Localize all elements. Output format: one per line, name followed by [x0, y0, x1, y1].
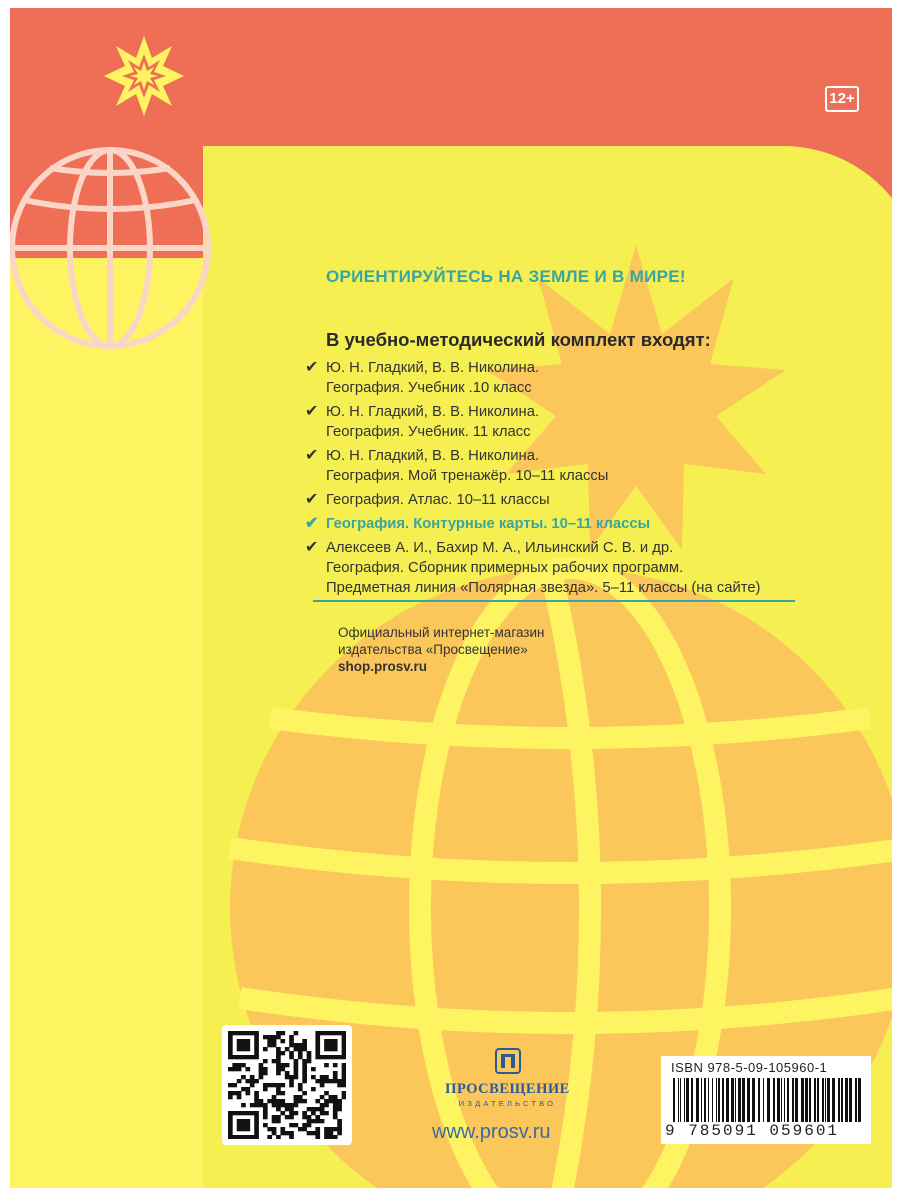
- publisher-name: ПРОСВЕЩЕНИЕ: [445, 1081, 570, 1097]
- publisher-website[interactable]: www.prosv.ru: [432, 1121, 551, 1143]
- qr-code-icon: [228, 1031, 346, 1139]
- divider: [313, 600, 795, 602]
- check-icon: ✔: [305, 491, 319, 508]
- age-rating-badge: 12+: [825, 86, 859, 112]
- barcode: [661, 1056, 871, 1144]
- barcode-digits: 9 785091 059601: [665, 1122, 840, 1140]
- qr-code[interactable]: [222, 1025, 352, 1145]
- barcode-bars: [667, 1078, 867, 1122]
- publisher-logo-icon: [495, 1048, 521, 1074]
- check-icon: ✔: [305, 403, 319, 420]
- shop-url[interactable]: shop.prosv.ru: [338, 659, 428, 674]
- slogan: ОРИЕНТИРУЙТЕСЬ НА ЗЕМЛЕ И В МИРЕ!: [326, 267, 686, 286]
- list-item-highlighted: ✔ География. Контурные карты. 10–11 классы: [305, 515, 651, 532]
- list-item: ✔ Ю. Н. Гладкий, В. В. Николина. География. Учебник. 11 класс: [305, 403, 540, 440]
- star-burst-icon: [104, 36, 184, 116]
- list-item: ✔ Ю. Н. Гладкий, В. В. Николина. География. Мой тренажёр. 10–11 классы: [305, 447, 609, 484]
- publisher-subtitle: ИЗДАТЕЛЬСТВО: [458, 1099, 557, 1108]
- shop-info: [338, 624, 545, 675]
- check-icon: ✔: [305, 447, 319, 464]
- list-item: ✔ Ю. Н. Гладкий, В. В. Николина. География. Учебник .10 класс: [305, 359, 540, 396]
- globe-icon: [12, 150, 208, 346]
- publisher-block: [430, 1048, 585, 1108]
- isbn-text: ISBN 978-5-09-105960-1: [671, 1060, 828, 1075]
- list-item: ✔ География. Атлас. 10–11 классы: [305, 491, 550, 508]
- kit-heading: В учебно-методический комплект входят:: [326, 329, 711, 350]
- kit-items-list: [305, 358, 845, 602]
- shop-line: Официальный интернет-магазин: [338, 625, 545, 640]
- shop-line: издательства «Просвещение»: [338, 642, 528, 657]
- check-icon: ✔: [305, 539, 319, 556]
- check-icon: ✔: [305, 515, 319, 532]
- check-icon: ✔: [305, 359, 319, 376]
- list-item: ✔ Алексеев А. И., Бахир М. А., Ильинский С. В. и др. География. Сборник примерных рабочих программ. Предметная линия «Полярная звезда». 5–11 классы (на сайте): [305, 539, 761, 596]
- book-back-cover: [10, 8, 892, 1188]
